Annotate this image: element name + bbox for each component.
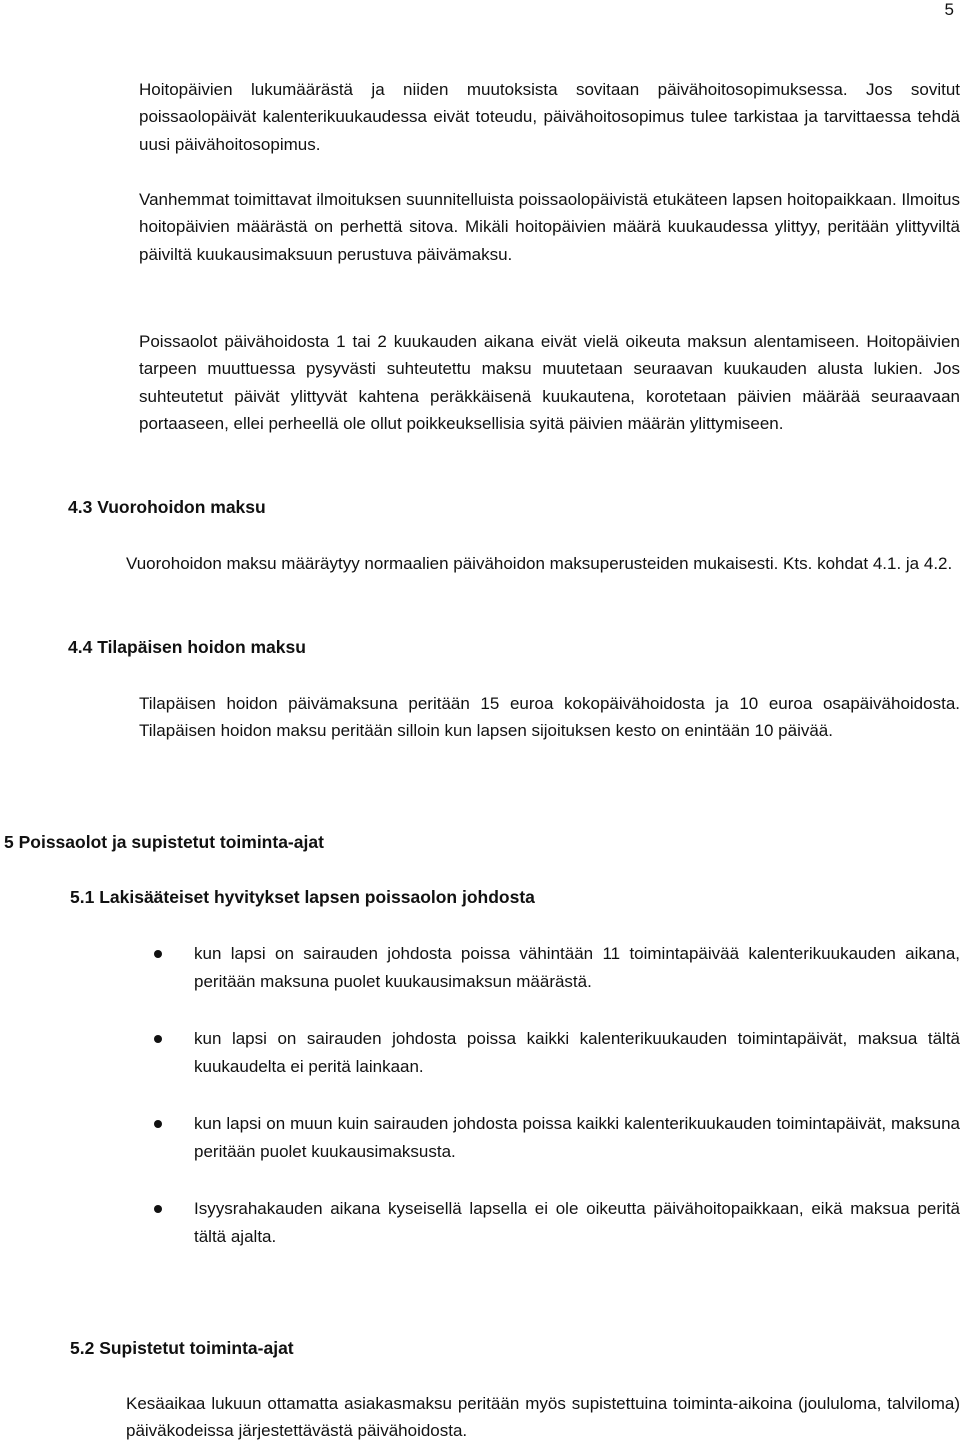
section-5-2-heading: 5.2 Supistetut toiminta-ajat bbox=[70, 1338, 294, 1358]
section-5-heading: 5 Poissaolot ja supistetut toiminta-ajat bbox=[4, 832, 324, 852]
section-4-3-text: Vuorohoidon maksu määräytyy normaalien päivähoidon maksuperusteiden mukaisesti. Kts. kohdat 4.1. ja 4.2. bbox=[126, 554, 953, 573]
section-4-4-heading: 4.4 Tilapäisen hoidon maksu bbox=[68, 637, 306, 657]
page-number: 5 bbox=[944, 0, 954, 19]
bullet-dot-icon bbox=[154, 950, 162, 958]
list-item-text: kun lapsi on sairauden johdosta poissa kaikki kalenterikuukauden toimintapäivät, maksua tältä kuukaudelta ei peritä lainkaan. bbox=[194, 1029, 960, 1077]
section-4-4-text: Tilapäisen hoidon päivämaksuna peritään 15 euroa kokopäivähoidosta ja 10 euroa osapäivähoidosta. Tilapäisen hoidon maksu peritään silloin kun lapsen sijoituksen kesto on enintään 10 päivää. bbox=[139, 694, 960, 741]
list-item-text: kun lapsi on sairauden johdosta poissa vähintään 11 toimintapäivää kalenterikuukauden aikana, peritään maksuna puolet kuukausimaksun määrästä. bbox=[194, 944, 960, 992]
absence-credit-list bbox=[150, 940, 960, 1280]
list-item-text: kun lapsi on muun kuin sairauden johdosta poissa kaikki kalenterikuukauden toimintapäivät, maksuna peritään puolet kuukausimaksusta. bbox=[194, 1114, 960, 1162]
list-item-text: Isyysrahakauden aikana kyseisellä lapsella ei ole oikeutta päivähoitopaikkaan, eikä maksua peritä tältä ajalta. bbox=[194, 1199, 960, 1247]
list-item bbox=[150, 1195, 960, 1251]
list-item bbox=[150, 940, 960, 996]
intro-paragraph-2: Vanhemmat toimittavat ilmoituksen suunnitelluista poissaolopäivistä etukäteen lapsen hoitopaikkaan. Ilmoitus hoitopäivien määrästä on perhettä sitova. Mikäli hoitopäivien määrä kuukaudessa ylittyy, peritään ylittyviltä päiviltä kuukausimaksuun perustuva päivämaksu. bbox=[139, 190, 960, 264]
list-item bbox=[150, 1025, 960, 1081]
section-5-1-heading: 5.1 Lakisääteiset hyvitykset lapsen poissaolon johdosta bbox=[70, 887, 535, 907]
section-4-3-heading: 4.3 Vuorohoidon maksu bbox=[68, 497, 266, 517]
list-item bbox=[150, 1110, 960, 1166]
bullet-dot-icon bbox=[154, 1205, 162, 1213]
intro-paragraph-3: Poissaolot päivähoidosta 1 tai 2 kuukauden aikana eivät vielä oikeuta maksun alentamiseen. Hoitopäivien tarpeen muuttuessa pysyvästi suhteutettu maksu muutetaan seuraavan kuukauden alusta lukien. Jos suhteutetut päivät ylittyvät kahtena peräkkäisenä kuukautena, korotetaan päivien määrää seuraavaan portaaseen, ellei perheellä ole ollut poikkeuksellisia syitä päivien määrän ylittymiseen. bbox=[139, 332, 960, 434]
section-5-2-text: Kesäaikaa lukuun ottamatta asiakasmaksu peritään myös supistettuina toiminta-aikoina (joululoma, talviloma) päiväkodeissa järjestettävästä päivähoidosta. bbox=[126, 1394, 960, 1441]
intro-paragraph-1: Hoitopäivien lukumäärästä ja niiden muutoksista sovitaan päivähoitosopimuksessa. Jos sovitut poissaolopäivät kalenterikuukaudessa eivät toteudu, päivähoitosopimus tulee tarkistaa ja tarvittaessa tehdä uusi päivähoitosopimus. bbox=[139, 80, 960, 154]
bullet-dot-icon bbox=[154, 1120, 162, 1128]
bullet-dot-icon bbox=[154, 1035, 162, 1043]
